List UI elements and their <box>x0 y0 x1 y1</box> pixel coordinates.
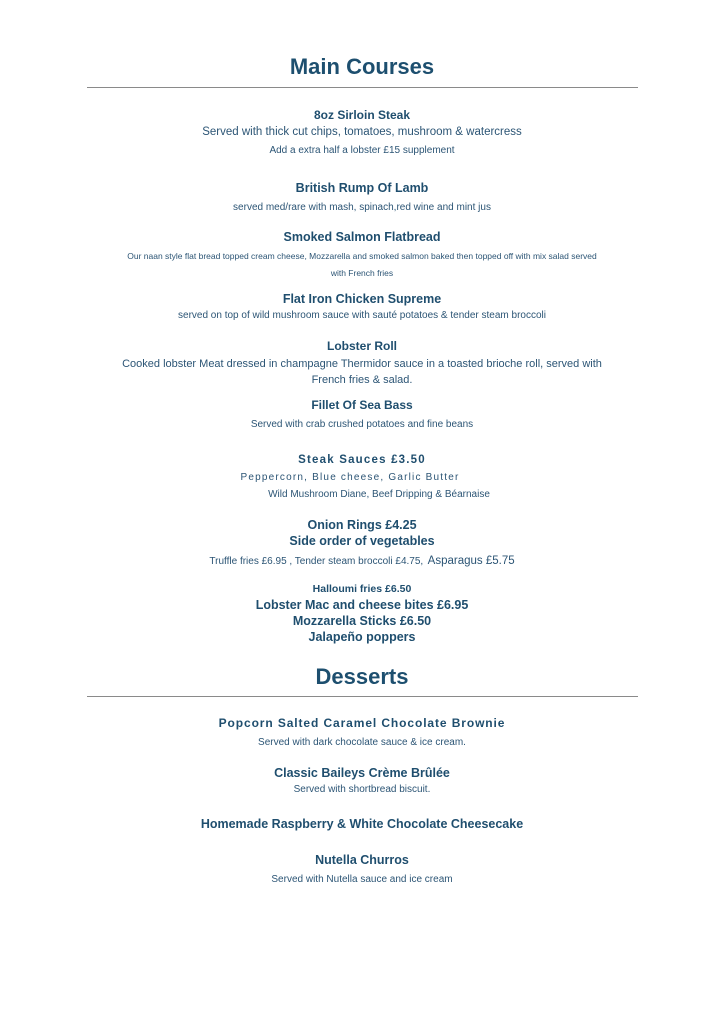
dish-seabass-name: Fillet Of Sea Bass <box>311 398 413 412</box>
desserts-divider <box>87 696 638 697</box>
dish-salmon-desc-2: with French fries <box>330 268 394 278</box>
dish-chicken-desc: served on top of wild mushroom sauce with sauté potatoes & tender steam broccoli <box>178 310 546 321</box>
dish-lamb-name: British Rump Of Lamb <box>295 181 429 195</box>
dessert-churros-name: Nutella Churros <box>315 853 409 867</box>
dish-lobster-roll-desc-2: French fries & salad. <box>311 374 413 386</box>
steak-sauces-line-1: Peppercorn, Blue cheese, Garlic Butter <box>240 472 460 483</box>
main-courses-divider <box>87 87 638 88</box>
side-vegetables-line <box>0 551 724 569</box>
steak-sauces-line-2: Wild Mushroom Diane, Beef Dripping & Béarnaise <box>268 489 490 500</box>
dessert-brownie-desc: Served with dark chocolate sauce & ice cream. <box>258 737 466 748</box>
steak-sauces-title: Steak Sauces £3.50 <box>298 454 426 466</box>
dish-lobster-roll-name: Lobster Roll <box>326 339 397 353</box>
dessert-creme-brulee-name: Classic Baileys Crème Brûlée <box>274 766 450 780</box>
dish-salmon-desc: Our naan style flat bread topped cream cheese, Mozzarella and smoked salmon baked then topped off with mix salad served <box>127 251 597 261</box>
dish-lobster-roll-desc: Cooked lobster Meat dressed in champagne Thermidor sauce in a toasted brioche roll, served with <box>122 358 602 370</box>
main-courses-heading: Main Courses <box>289 54 435 79</box>
dish-sirloin-desc: Served with thick cut chips, tomatoes, mushroom & watercress <box>202 126 522 138</box>
dessert-brownie-name: Popcorn Salted Caramel Chocolate Brownie <box>218 716 506 730</box>
dessert-creme-brulee-desc: Served with shortbread biscuit. <box>293 784 431 795</box>
dish-sirloin-name: 8oz Sirloin Steak <box>313 108 411 122</box>
dish-seabass-desc: Served with crab crushed potatoes and fine beans <box>250 419 474 430</box>
dish-sirloin-extra: Add a extra half a lobster £15 supplement <box>269 145 455 156</box>
dessert-cheesecake-name: Homemade Raspberry & White Chocolate Cheesecake <box>200 817 524 831</box>
side-halloumi: Halloumi fries £6.50 <box>312 583 412 595</box>
side-mozzarella-sticks: Mozzarella Sticks £6.50 <box>292 614 432 628</box>
dish-lamb-desc: served med/rare with mash, spinach,red wine and mint jus <box>233 202 491 213</box>
dish-chicken-name: Flat Iron Chicken Supreme <box>282 292 442 306</box>
side-vegetables-title: Side order of vegetables <box>289 534 435 548</box>
dish-salmon-name: Smoked Salmon Flatbread <box>283 230 441 244</box>
side-vegetables-list: Truffle fries £6.95 , Tender steam broccoli £4.75, <box>209 556 424 567</box>
side-lobster-mac-bites: Lobster Mac and cheese bites £6.95 <box>255 598 469 612</box>
side-onion-rings: Onion Rings £4.25 <box>307 518 417 532</box>
desserts-heading: Desserts <box>315 664 409 689</box>
side-asparagus: Asparagus £5.75 <box>427 555 515 567</box>
dessert-churros-desc: Served with Nutella sauce and ice cream <box>271 874 453 885</box>
side-jalapeno-poppers: Jalapeño poppers <box>308 630 416 644</box>
